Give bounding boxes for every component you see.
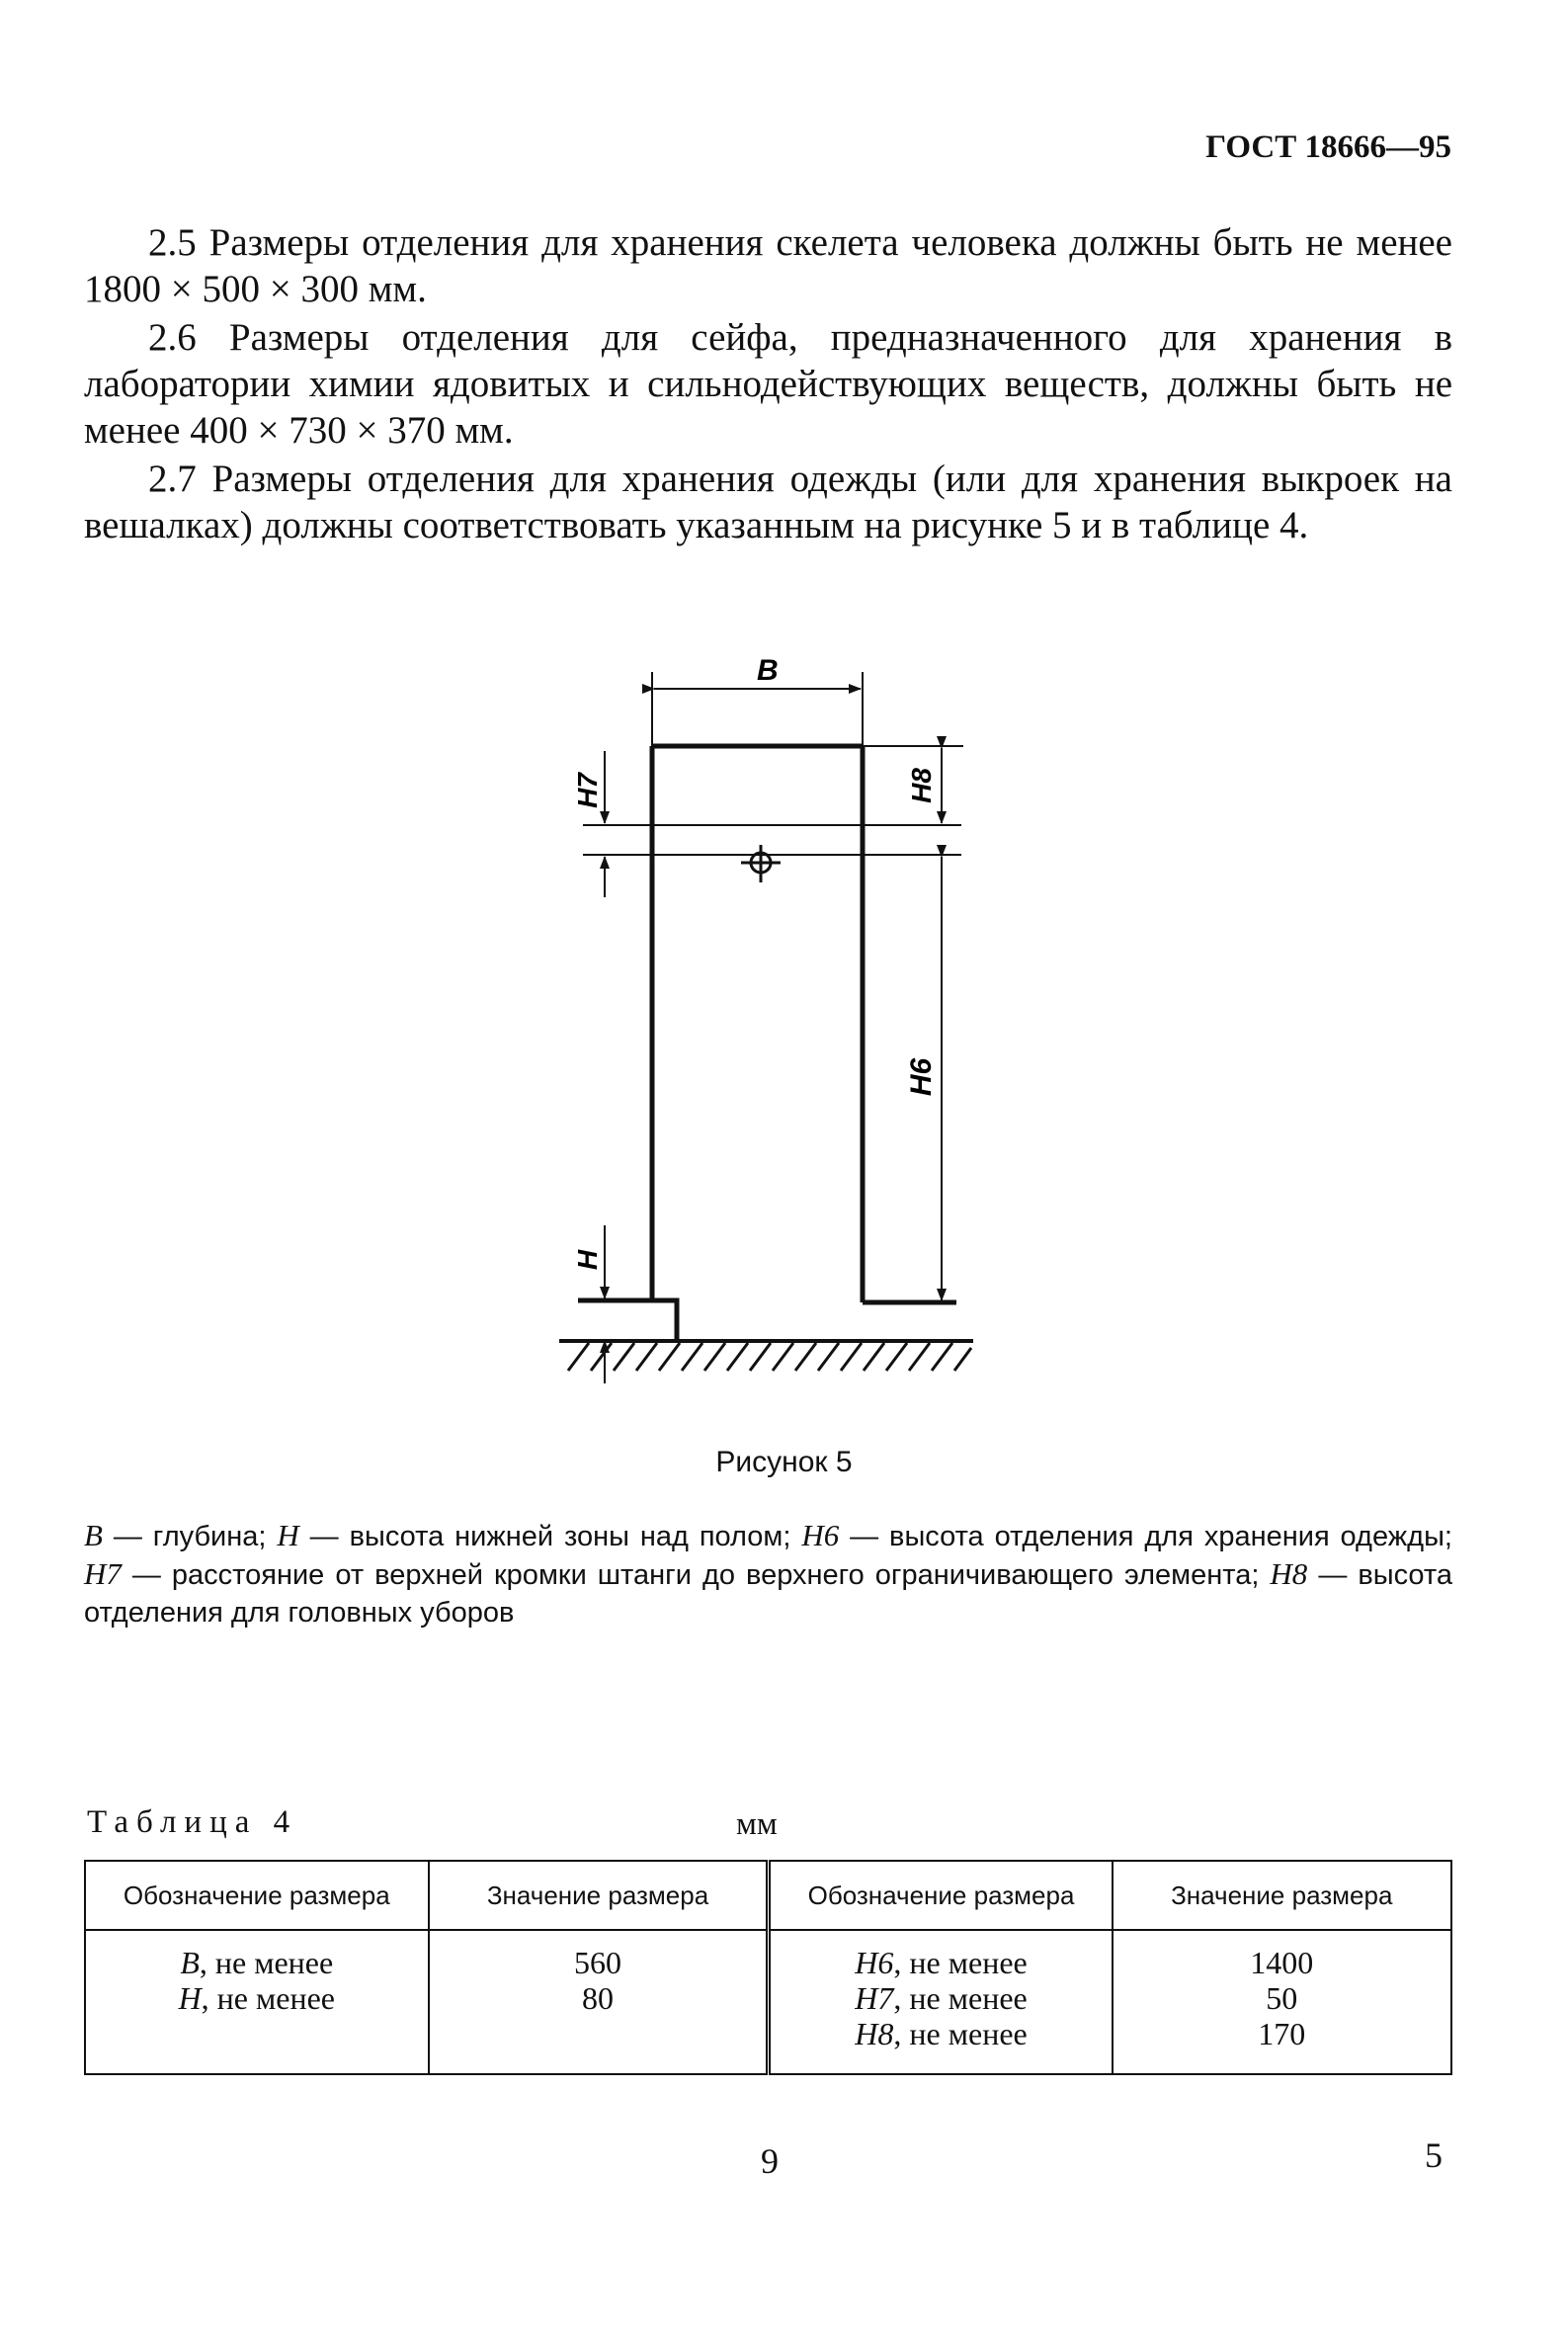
label-h7: H7 <box>572 773 603 808</box>
legend-h8-symbol: H8 <box>1270 1556 1308 1591</box>
rod-symbol <box>751 853 771 873</box>
sym-h7: H7 <box>855 1980 894 2016</box>
value-h8: 170 <box>1258 2016 1306 2051</box>
paragraph-2-5-text: 2.5 Размеры отделения для хранения скелета человека должны быть не менее 1800 × 500 × 300 мм. <box>84 221 1452 310</box>
table-row <box>85 1930 1451 2074</box>
legend-h6-text: — высота отделения для хранения одежды; <box>839 1521 1452 1552</box>
table-title: Таблица 4 <box>87 1804 298 1840</box>
legend-h-symbol: H <box>277 1518 299 1552</box>
label-b: B <box>757 654 779 687</box>
cell-right-designations <box>769 1930 1113 2074</box>
value-h6: 1400 <box>1250 1945 1314 1980</box>
table-header-row <box>85 1861 1451 1930</box>
value-h: 80 <box>582 1980 615 2016</box>
sym-h8-text: , не менее <box>893 2016 1028 2051</box>
paragraph-2-7-text: 2.7 Размеры отделения для хранения одежды (или для хранения выкроек на вешалках) должны соответствовать указанным на рисунке 5 и в таблице 4. <box>84 458 1452 546</box>
sym-h6-text: , не менее <box>893 1945 1028 1980</box>
label-h6: H6 <box>905 1057 938 1097</box>
paragraph-2-6-text: 2.6 Размеры отделения для сейфа, предназначенного для хранения в лаборатории химии ядовитых и сильнодействующих веществ, должны быть не менее 400 × 730 × 370 мм. <box>84 316 1452 452</box>
figure-legend <box>84 1517 1452 1631</box>
legend-h-text: — высота нижней зоны над полом; <box>298 1521 802 1552</box>
page-number-right: 5 <box>1425 2135 1443 2175</box>
cell-right-values <box>1113 1930 1451 2074</box>
label-h8: H8 <box>906 768 937 803</box>
frame-bottom-left-plinth <box>578 1300 677 1339</box>
paragraph-2-7 <box>84 456 1452 548</box>
header-value-left: Значение размера <box>429 1861 769 1930</box>
page-number-center: 9 <box>761 2141 779 2181</box>
cell-left-designations <box>85 1930 429 2074</box>
sym-b-text: , не менее <box>199 1945 334 1980</box>
legend-b-text: — глубина; <box>102 1521 278 1552</box>
table-unit: мм <box>736 1806 778 1842</box>
header-designation-right: Обозначение размера <box>769 1861 1113 1930</box>
sym-h6: H6 <box>855 1945 894 1980</box>
header-designation-left: Обозначение размера <box>85 1861 429 1930</box>
figure-caption: Рисунок 5 <box>715 1446 853 1478</box>
legend-b-symbol: B <box>84 1518 103 1552</box>
sym-h-text: , не менее <box>201 1980 335 2016</box>
legend-h7-text: — расстояние от верхней кромки штанги до верхнего ограничивающего элемента; <box>121 1559 1271 1591</box>
legend-h7-symbol: H7 <box>84 1556 122 1591</box>
value-b: 560 <box>574 1945 622 1980</box>
paragraph-2-6 <box>84 314 1452 454</box>
legend-h8-text: — высота отделения для головных уборов <box>84 1559 1452 1629</box>
cell-left-values <box>429 1930 769 2074</box>
table-4 <box>84 1860 1452 2075</box>
sym-h7-text: , не менее <box>893 1980 1028 2016</box>
floor-hatching <box>568 1343 971 1371</box>
label-h: H <box>572 1249 603 1271</box>
sym-h: H <box>178 1980 202 2016</box>
document-code: ГОСТ 18666—95 <box>1205 129 1451 165</box>
sym-h8: H8 <box>855 2016 894 2051</box>
header-value-right: Значение размера <box>1113 1861 1451 1930</box>
sym-b: B <box>180 1945 200 1980</box>
paragraph-2-5 <box>84 219 1452 312</box>
value-h7: 50 <box>1266 1980 1298 2016</box>
legend-h6-symbol: H6 <box>801 1518 840 1552</box>
